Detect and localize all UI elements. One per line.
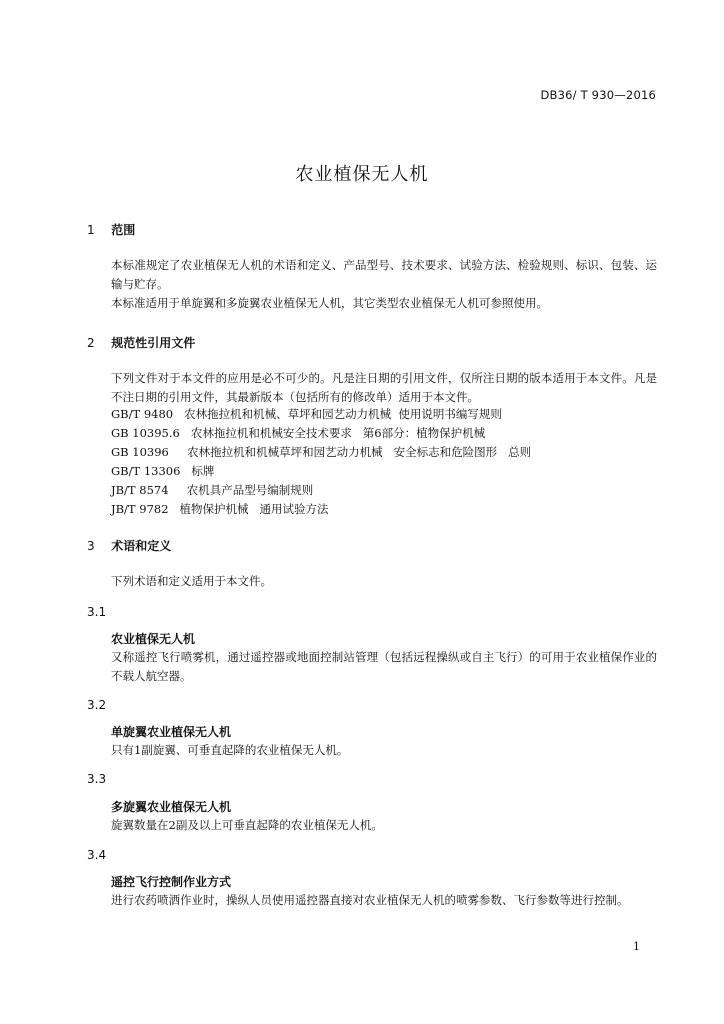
term-name: 农业植保无人机 [111, 632, 196, 646]
references-intro-paragraph [87, 369, 657, 407]
term-name: 单旋翼农业植保无人机 [111, 725, 232, 739]
section-title: 规范性引用文件 [111, 336, 196, 350]
clause-number: 3.1 [87, 605, 107, 619]
section-title: 术语和定义 [111, 539, 172, 553]
term-definition [87, 648, 657, 686]
reference-item: GB/T 9480 农林拖拉机和机械、草坪和园艺动力机械 使用说明书编写规则 [111, 407, 502, 421]
section-1-heading [87, 221, 135, 238]
terms-intro-paragraph [87, 572, 657, 591]
section-number: 3 [87, 539, 95, 553]
term-definition [87, 741, 657, 760]
section-number: 2 [87, 336, 95, 350]
paragraph-text: 进行农药喷洒作业时，操纵人员使用遥控器直接对农业植保无人机的喷雾参数、飞行参数等进行控制。 [111, 893, 629, 907]
term-definition [87, 816, 657, 835]
document-title: 农业植保无人机 [295, 164, 429, 185]
paragraph-text: 下列术语和定义适用于本文件。 [111, 574, 272, 588]
paragraph-text: 下列文件对于本文件的应用是必不可少的。凡是注日期的引用文件，仅所注日期的版本适用于本文件。凡是不注日期的引用文件，其最新版本（包括所有的修改单）适用于本文件。 [111, 371, 657, 404]
paragraph-text: 只有1副旋翼、可垂直起降的农业植保无人机。 [111, 743, 349, 757]
scope-paragraph-1 [87, 256, 657, 294]
paragraph-text: 本标准适用于单旋翼和多旋翼农业植保无人机，其它类型农业植保无人机可参照使用。 [111, 296, 548, 310]
reference-item: JB/T 8574 农机具产品型号编制规则 [111, 483, 314, 497]
term-name: 遥控飞行控制作业方式 [111, 875, 232, 889]
clause-number: 3.2 [87, 698, 107, 712]
paragraph-text: 旋翼数量在2副及以上可垂直起降的农业植保无人机。 [111, 818, 383, 832]
section-2-heading [87, 334, 195, 351]
section-number: 1 [87, 223, 95, 237]
term-definition [87, 891, 657, 910]
paragraph-text: 又称遥控飞行喷雾机，通过遥控器或地面控制站管理（包括远程操纵或自主飞行）的可用于农业植保作业的不载人航空器。 [111, 650, 657, 683]
clause-number: 3.4 [87, 848, 107, 862]
paragraph-text: 本标准规定了农业植保无人机的术语和定义、产品型号、技术要求、试验方法、检验规则、标识、包装、运输与贮存。 [111, 258, 657, 291]
reference-item: GB 10395.6 农林拖拉机和机械安全技术要求 第6部分：植物保护机械 [111, 426, 486, 440]
document-code: DB36/ T 930—2016 [540, 88, 656, 102]
section-3-heading [87, 537, 171, 554]
reference-item: GB/T 13306 标牌 [111, 464, 215, 478]
section-title: 范围 [111, 223, 136, 237]
term-name: 多旋翼农业植保无人机 [111, 800, 232, 814]
reference-item: GB 10396 农林拖拉机和机械草坪和园艺动力机械 安全标志和危险图形 总则 [111, 445, 532, 459]
scope-paragraph-2 [87, 294, 657, 313]
page-number: 1 [633, 940, 640, 953]
clause-number: 3.3 [87, 772, 107, 786]
reference-item: JB/T 9782 植物保护机械 通用试验方法 [111, 502, 329, 516]
